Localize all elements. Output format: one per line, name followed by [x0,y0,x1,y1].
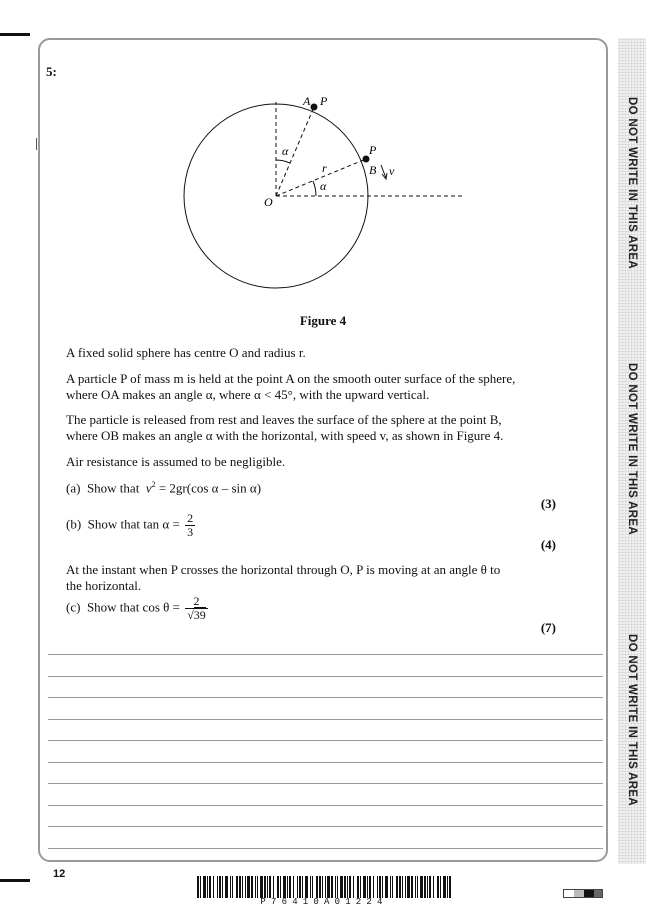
barcode-bar [207,876,208,898]
answer-line[interactable] [48,654,603,655]
barcode-bar [245,876,246,898]
barcode-bar [316,876,318,898]
barcode-bar [349,876,351,898]
barcode-bar [399,876,401,898]
part-b: (b) Show that tan α = $\frac{2}{3}$ [66,511,194,539]
part-c-marks: (7) [540,620,556,635]
barcode-bar [379,876,381,898]
barcode-bar [269,876,271,898]
part-b-marks: (4) [540,537,556,552]
label-a: A [303,94,311,108]
barcode-bar [367,876,368,898]
barcode-bar [337,876,338,898]
barcode-bar [251,876,253,898]
barcode-bar [353,876,354,898]
barcode-bar [242,876,243,898]
angle-arc-horizontal [313,181,316,196]
label-p-top: P [320,94,328,108]
barcode-bar [287,876,288,898]
barcode-bar [293,876,294,898]
part-a: (a) Show that $v^2 = 2gr(\cos$ α – sin α) [66,480,262,496]
figure-caption: Figure 4 [299,313,347,328]
page-number: 12 [53,868,66,880]
barcode-bar [392,876,393,898]
barcode-bar [302,876,303,898]
barcode-bar [277,876,279,898]
barcode-bar [415,876,416,898]
barcode-bar [331,876,333,898]
barcode-bar [260,876,263,898]
barcode-bar [273,876,274,898]
answer-line[interactable] [48,826,603,827]
barcode-bar [225,876,228,898]
corner-marker [563,889,603,898]
barcode-bar [255,876,256,898]
barcode-bar [377,876,378,898]
barcode-bar [209,876,211,898]
barcode-bar [267,876,268,898]
angle-arc-vertical [276,160,290,163]
barcode-bar [305,876,308,898]
barcode-bar [200,876,201,898]
label-o: O [264,195,273,209]
barcode-bar [396,876,398,898]
barcode-bar [312,876,313,898]
barcode-bar [217,876,218,898]
barcode-bar [310,876,311,898]
barcode-bar [299,876,301,898]
barcode-bar [360,876,361,898]
barcode-bar [283,876,286,898]
barcode-bar [440,876,441,898]
barcode-bar [280,876,281,898]
label-b: B [369,163,377,177]
barcode-bar [369,876,371,898]
barcode-bar [340,876,343,898]
barcode-bar [322,876,323,898]
barcode-bar [219,876,221,898]
answer-line[interactable] [48,676,603,677]
answer-line[interactable] [48,719,603,720]
barcode-bar [325,876,326,898]
figure-4-diagram [170,90,470,300]
cos-fraction: $\frac{2}{√39}$ [187,594,206,622]
do-not-write-label-1: DO NOT WRITE IN THIS AREA [626,97,638,269]
edge-tick [36,138,37,150]
answer-line[interactable] [48,740,603,741]
barcode-bar [443,876,446,898]
answer-line[interactable] [48,697,603,698]
do-not-write-label-3: DO NOT WRITE IN THIS AREA [626,634,638,806]
barcode-bar [373,876,374,898]
label-alpha-horizontal: α [320,179,327,193]
barcode [197,876,451,898]
barcode-bar [357,876,359,898]
barcode-bar [297,876,298,898]
barcode-bar [385,876,388,898]
edge-mark-top [0,33,30,36]
intro-release: The particle is released from rest and leaves the surface of the sphere at the point B, where OB makes an angle α with the horizontal, with speed v, as shown in Figure 4. [66,412,504,443]
edge-mark-bottom [0,879,30,882]
barcode-bar [424,876,426,898]
answer-line[interactable] [48,848,603,849]
barcode-bar [264,876,266,898]
label-v: v [389,164,395,178]
intro-sphere: A fixed solid sphere has centre O and radius r. [66,345,306,360]
particle-at-a [311,104,318,111]
barcode-bar [222,876,223,898]
label-p-side: P [369,143,377,157]
barcode-bar [335,876,336,898]
barcode-bar [437,876,439,898]
barcode-bar [427,876,428,898]
barcode-bar [363,876,366,898]
part-a-marks: (3) [540,496,556,511]
label-r: r [322,161,327,175]
tan-fraction: $\frac{2}{3}$ [187,511,194,539]
intro-air-resistance: Air resistance is assumed to be negligible. [66,454,286,469]
barcode-bar [247,876,250,898]
barcode-bar [433,876,434,898]
label-alpha-vertical: α [282,144,289,158]
barcode-bar [213,876,214,898]
barcode-bar [230,876,231,898]
barcode-bar [390,876,391,898]
barcode-bar [289,876,291,898]
barcode-bar [203,876,206,898]
barcode-bar [382,876,383,898]
barcode-bar [411,876,413,898]
barcode-bar [417,876,418,898]
barcode-bar [197,876,199,898]
barcode-bar [347,876,348,898]
barcode-text: P76410A01224 [260,897,388,907]
barcode-bar [420,876,423,898]
intro-particle: A particle P of mass m is held at the point A on the smooth outer surface of the sphere, where OA makes an angle α, where α < 45°, with the upward vertical. [66,371,516,402]
barcode-bar [236,876,238,898]
intro-crossing: At the instant when P crosses the horizontal through O, P is moving at an angle θ to the horizontal. [66,562,501,593]
barcode-bar [319,876,321,898]
answer-line[interactable] [48,805,603,806]
barcode-bar [407,876,410,898]
answer-line[interactable] [48,762,603,763]
barcode-bar [232,876,233,898]
part-c: (c) Show that cos θ = $\frac{2}{√39}$ [66,594,206,622]
barcode-bar [327,876,330,898]
question-number: 5: [46,64,57,79]
answer-line[interactable] [48,783,603,784]
barcode-bar [429,876,431,898]
barcode-bar [449,876,451,898]
barcode-bar [447,876,448,898]
barcode-bar [402,876,403,898]
barcode-bar [239,876,241,898]
barcode-bar [344,876,346,898]
barcode-bar [405,876,406,898]
barcode-bar [257,876,258,898]
do-not-write-label-2: DO NOT WRITE IN THIS AREA [626,363,638,535]
